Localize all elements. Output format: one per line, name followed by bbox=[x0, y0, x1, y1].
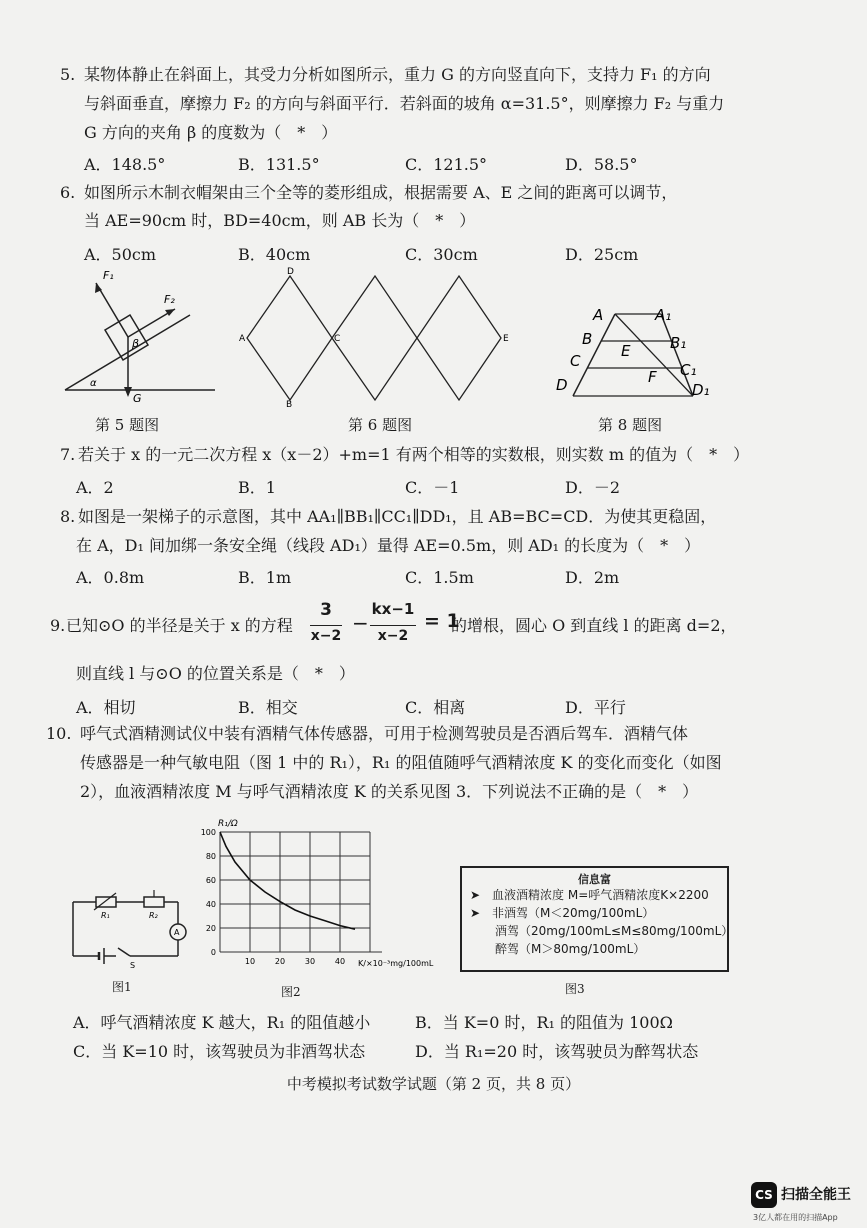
q9-frac2-bar bbox=[370, 625, 416, 626]
fig8-ladder-diagram bbox=[555, 300, 720, 410]
q10-number: 10. bbox=[46, 724, 72, 743]
q8-option-d: D．2m bbox=[565, 568, 620, 587]
fig8-label-b1: B₁ bbox=[670, 334, 687, 352]
q9-equals: = 1 bbox=[424, 610, 460, 632]
q5-option-d: D．58.5° bbox=[565, 155, 638, 174]
q10-option-c: C．当 K=10 时，该驾驶员为非酒驾状态 bbox=[73, 1042, 366, 1061]
q8-option-b: B．1m bbox=[238, 568, 292, 587]
fig6-caption: 第 6 题图 bbox=[348, 416, 413, 434]
x-axis-label: K/×10⁻³mg/100mL bbox=[358, 959, 434, 968]
x-tick-label: 40 bbox=[334, 957, 346, 966]
q5-number: 5. bbox=[60, 65, 76, 84]
q10-line2: 传感器是一种气敏电阻（图 1 中的 R₁），R₁ 的阻值随呼气酒精浓度 K 的变化而变化（如图 bbox=[80, 753, 722, 772]
q7-line1: 若关于 x 的一元二次方程 x（x－2）+m=1 有两个相等的实数根，则实数 m 的值为（ * ） bbox=[78, 445, 750, 464]
q9-option-b: B．相交 bbox=[238, 698, 298, 717]
y-tick-label: 100 bbox=[200, 828, 216, 837]
fig5-label-f2: F₂ bbox=[164, 293, 175, 306]
q8-line1: 如图是一架梯子的示意图，其中 AA₁∥BB₁∥CC₁∥DD₁，且 AB=BC=CD．为使其更稳固， bbox=[78, 507, 717, 526]
y-axis-label: R₁/Ω bbox=[218, 819, 238, 829]
q6-line1: 如图所示木制衣帽架由三个全等的菱形组成，根据需要 A、E 之间的距离可以调节， bbox=[84, 183, 678, 202]
q6-option-a: A．50cm bbox=[84, 245, 157, 264]
q10-line3: 2），血液酒精浓度 M 与呼气酒精浓度 K 的关系见图 3．下列说法不正确的是（ * ） bbox=[80, 782, 699, 801]
fig8-label-e: E bbox=[621, 342, 631, 360]
fig5-label-beta: β bbox=[132, 337, 140, 350]
q7-option-b: B．1 bbox=[238, 478, 276, 497]
q10-fig3-caption: 图3 bbox=[565, 982, 585, 996]
q6-option-b: B．40cm bbox=[238, 245, 311, 264]
q9-option-c: C．相离 bbox=[405, 698, 466, 717]
scanner-app-name: 扫描全能王 bbox=[781, 1187, 851, 1203]
q9-line2: 则直线 l 与⊙O 的位置关系是（ * ） bbox=[76, 664, 355, 683]
fig6-label-b: B bbox=[286, 400, 293, 410]
q10-option-a: A．呼气酒精浓度 K 越大，R₁ 的阻值越小 bbox=[73, 1013, 371, 1032]
q9-frac2-num: kx−1 bbox=[371, 600, 415, 618]
y-tick-label: 60 bbox=[205, 876, 216, 885]
q10-line1: 呼气式酒精测试仪中装有酒精气体传感器，可用于检测驾驶员是否酒后驾车．酒精气体 bbox=[80, 724, 689, 743]
q6-number: 6. bbox=[60, 183, 76, 202]
q9-option-d: D．平行 bbox=[565, 698, 626, 717]
info-box-row1: ➤ 血液酒精浓度 M=呼气酒精浓度K×2200 bbox=[470, 888, 709, 902]
y-tick-label: 20 bbox=[205, 924, 216, 933]
fig6-label-a: A bbox=[239, 334, 246, 344]
info-box-title: 信息富 bbox=[578, 873, 611, 886]
fig8-label-a: A bbox=[593, 306, 604, 324]
fig8-label-c1: C₁ bbox=[680, 361, 697, 379]
scanner-watermark bbox=[745, 1178, 865, 1226]
fig6-rhombus-diagram bbox=[235, 268, 515, 408]
q10-fig2-chart bbox=[192, 812, 472, 972]
q9-frac1-den: x−2 bbox=[310, 628, 342, 644]
q8-option-c: C．1.5m bbox=[405, 568, 474, 587]
info-box-row3: 酒驾（20mg/100mL≤M≤80mg/100mL） bbox=[495, 924, 734, 938]
fig8-label-c: C bbox=[570, 352, 581, 370]
q10-option-d: D．当 R₁=20 时，该驾驶员为醉驾状态 bbox=[415, 1042, 699, 1061]
q9-frac1-num: 3 bbox=[320, 600, 332, 620]
q7-option-a: A．2 bbox=[76, 478, 114, 497]
fig8-label-f: F bbox=[648, 368, 657, 386]
fig5-caption: 第 5 题图 bbox=[95, 416, 160, 434]
fig6-label-d: D bbox=[287, 267, 294, 277]
q5-line2: 与斜面垂直，摩擦力 F₂ 的方向与斜面平行．若斜面的坡角 α=31.5°，则摩擦力 F₂ 与重力 bbox=[84, 94, 725, 113]
fig5-label-f1: F₁ bbox=[103, 269, 114, 282]
fig8-label-d1: D₁ bbox=[692, 381, 710, 399]
q5-option-b: B．131.5° bbox=[238, 155, 320, 174]
y-tick-label: 40 bbox=[205, 900, 216, 909]
y-tick-label: 0 bbox=[210, 948, 216, 957]
q5-line3: G 方向的夹角 β 的度数为（ * ） bbox=[84, 123, 338, 142]
q7-option-d: D．－2 bbox=[565, 478, 621, 497]
q6-option-c: C．30cm bbox=[405, 245, 478, 264]
info-box-row4: 醉驾（M＞80mg/100mL） bbox=[495, 942, 646, 956]
q9-text-post: 的增根，圆心 O 到直线 l 的距离 d=2， bbox=[451, 616, 737, 635]
fig6-label-e: E bbox=[503, 334, 509, 344]
fig1-label-r1: R₁ bbox=[101, 911, 110, 920]
q7-option-c: C．－1 bbox=[405, 478, 460, 497]
fig1-label-switch: S bbox=[130, 961, 136, 970]
q8-number: 8. bbox=[60, 507, 76, 526]
fig1-label-ammeter: A bbox=[174, 928, 180, 937]
q6-option-d: D．25cm bbox=[565, 245, 639, 264]
q10-fig3-info-box bbox=[460, 866, 734, 972]
scanner-tagline: 3亿人都在用的扫描App bbox=[753, 1213, 838, 1222]
fig5-label-alpha: α bbox=[90, 378, 97, 389]
q8-option-a: A．0.8m bbox=[76, 568, 145, 587]
series-line-0 bbox=[220, 832, 355, 929]
q9-number: 9. bbox=[50, 616, 66, 635]
fig8-label-d: D bbox=[556, 376, 568, 394]
q5-option-a: A．148.5° bbox=[84, 155, 166, 174]
x-tick-label: 30 bbox=[304, 957, 316, 966]
q5-line1: 某物体静止在斜面上，其受力分析如图所示，重力 G 的方向竖直向下，支持力 F₁ 的方向 bbox=[84, 65, 711, 84]
q9-text-pre: 已知⊙O 的半径是关于 x 的方程 bbox=[66, 616, 293, 635]
fig5-label-g: G bbox=[133, 392, 142, 405]
y-tick-label: 80 bbox=[205, 852, 216, 861]
q9-minus: − bbox=[352, 611, 369, 635]
fig8-label-b: B bbox=[582, 330, 593, 348]
fig8-caption: 第 8 题图 bbox=[598, 416, 663, 434]
q9-option-a: A．相切 bbox=[76, 698, 136, 717]
fig1-label-r2: R₂ bbox=[149, 911, 158, 920]
q10-option-b: B．当 K=0 时，R₁ 的阻值为 100Ω bbox=[415, 1013, 673, 1032]
scanner-logo-icon: CS bbox=[751, 1182, 777, 1208]
q6-line2: 当 AE=90cm 时，BD=40cm，则 AB 长为（ * ） bbox=[84, 211, 476, 230]
x-tick-label: 10 bbox=[244, 957, 256, 966]
q8-line2: 在 A，D₁ 间加绑一条安全绳（线段 AD₁）量得 AE=0.5m，则 AD₁ 的长度为（ * ） bbox=[76, 536, 701, 555]
q10-fig2-caption: 图2 bbox=[281, 985, 301, 999]
q9-frac2-den: x−2 bbox=[377, 628, 409, 644]
info-box-row2: ➤ 非酒驾（M＜20mg/100mL） bbox=[470, 906, 655, 920]
q7-number: 7. bbox=[60, 445, 76, 464]
q9-frac1-bar bbox=[310, 625, 342, 626]
fig6-label-c: C bbox=[334, 334, 341, 344]
fig5-force-diagram bbox=[60, 265, 220, 405]
q10-fig1-caption: 图1 bbox=[112, 980, 132, 994]
q10-fig1-circuit bbox=[68, 890, 193, 970]
page-footer: 中考模拟考试数学试题（第 2 页，共 8 页） bbox=[286, 1075, 581, 1093]
q5-option-c: C．121.5° bbox=[405, 155, 488, 174]
x-tick-label: 20 bbox=[274, 957, 286, 966]
fig8-label-a1: A₁ bbox=[655, 306, 672, 324]
